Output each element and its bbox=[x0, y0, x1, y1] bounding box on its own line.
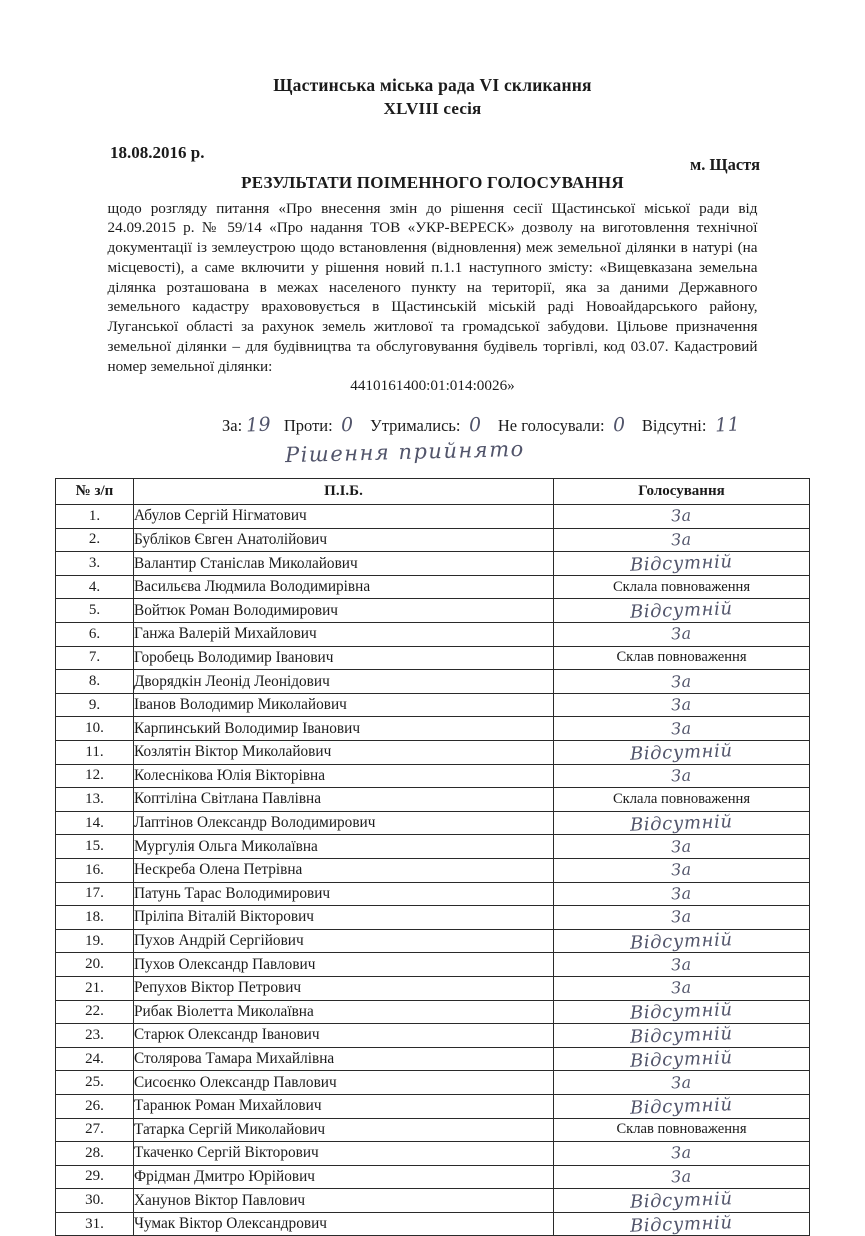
vote-cell bbox=[554, 505, 810, 529]
row-number: 25. bbox=[56, 1071, 134, 1095]
vote-cell bbox=[554, 552, 810, 576]
resolution-note-text: Рішення прийнято bbox=[284, 436, 526, 468]
deputy-name: Пухов Андрій Сергійович bbox=[134, 929, 554, 953]
row-number: 29. bbox=[56, 1165, 134, 1189]
resolution-note bbox=[0, 436, 865, 472]
table-row bbox=[56, 1071, 810, 1095]
vote-cell bbox=[554, 623, 810, 647]
deputy-name: Столярова Тамара Михайлівна bbox=[134, 1047, 554, 1071]
tally-against-value: 0 bbox=[340, 413, 355, 437]
vote-cell bbox=[554, 882, 810, 906]
table-row bbox=[56, 505, 810, 529]
vote-value: Склав повноваження bbox=[616, 649, 747, 666]
table-row bbox=[56, 1047, 810, 1071]
table-row bbox=[56, 693, 810, 717]
table-row bbox=[56, 858, 810, 882]
vote-cell bbox=[554, 929, 810, 953]
vote-value: За bbox=[670, 1072, 693, 1092]
vote-cell bbox=[554, 1094, 810, 1118]
deputy-name: Валантир Станіслав Миколайович bbox=[134, 552, 554, 576]
row-number: 6. bbox=[56, 623, 134, 647]
vote-cell bbox=[554, 528, 810, 552]
table-row bbox=[56, 1142, 810, 1166]
table-row bbox=[56, 1165, 810, 1189]
row-number: 10. bbox=[56, 717, 134, 741]
row-number: 12. bbox=[56, 764, 134, 788]
table-row bbox=[56, 953, 810, 977]
row-number: 28. bbox=[56, 1142, 134, 1166]
vote-value: Відсутній bbox=[629, 740, 734, 765]
vote-value: За bbox=[670, 765, 693, 786]
vote-value: За bbox=[670, 506, 693, 526]
date-place-bar bbox=[0, 142, 865, 174]
row-number: 4. bbox=[56, 575, 134, 599]
row-number: 13. bbox=[56, 788, 134, 812]
table-row bbox=[56, 670, 810, 694]
voting-table bbox=[55, 478, 810, 1236]
tally-abstain-value: 0 bbox=[468, 413, 482, 437]
row-number: 11. bbox=[56, 741, 134, 765]
vote-cell bbox=[554, 1165, 810, 1189]
vote-cell bbox=[554, 906, 810, 930]
row-number: 14. bbox=[56, 811, 134, 835]
row-number: 31. bbox=[56, 1212, 134, 1236]
vote-value: За bbox=[670, 907, 693, 927]
vote-value: Відсутній bbox=[629, 1211, 734, 1236]
deputy-name: Войтюк Роман Володимирович bbox=[134, 599, 554, 623]
vote-cell bbox=[554, 670, 810, 694]
cadastral-number: 4410161400:01:014:0026» bbox=[350, 377, 515, 395]
table-row bbox=[56, 906, 810, 930]
row-number: 17. bbox=[56, 882, 134, 906]
deputy-name: Лаптінов Олександр Володимирович bbox=[134, 811, 554, 835]
deputy-name: Репухов Віктор Петрович bbox=[134, 976, 554, 1000]
vote-value: Відсутній bbox=[629, 999, 734, 1025]
vote-value: Відсутній bbox=[629, 1023, 734, 1048]
table-row bbox=[56, 528, 810, 552]
row-number: 7. bbox=[56, 646, 134, 670]
row-number: 21. bbox=[56, 976, 134, 1000]
deputy-name: Ханунов Віктор Павлович bbox=[134, 1189, 554, 1213]
tally-for-value: 19 bbox=[245, 413, 273, 437]
vote-cell bbox=[554, 976, 810, 1000]
deputy-name: Фрідман Дмитро Юрійович bbox=[134, 1165, 554, 1189]
vote-value: За bbox=[670, 1143, 693, 1163]
vote-cell bbox=[554, 693, 810, 717]
tally-absent-value: 11 bbox=[714, 413, 741, 437]
vote-value: Відсутній bbox=[629, 1046, 734, 1072]
vote-value: Відсутній bbox=[629, 1093, 734, 1119]
vote-value: Відсутній bbox=[629, 810, 734, 836]
row-number: 19. bbox=[56, 929, 134, 953]
vote-value: За bbox=[670, 529, 693, 550]
deputy-name: Татарка Сергій Миколайович bbox=[134, 1118, 554, 1142]
row-number: 15. bbox=[56, 835, 134, 859]
table-row bbox=[56, 1118, 810, 1142]
table-row bbox=[56, 1189, 810, 1213]
deputy-name: Пухов Олександр Павлович bbox=[134, 953, 554, 977]
deputy-name: Сисоєнко Олександр Павлович bbox=[134, 1071, 554, 1095]
row-number: 18. bbox=[56, 906, 134, 930]
vote-cell bbox=[554, 835, 810, 859]
document-header bbox=[0, 74, 865, 121]
tally-notvoted-value: 0 bbox=[612, 413, 626, 437]
results-title: РЕЗУЛЬТАТИ ПОІМЕННОГО ГОЛОСУВАННЯ bbox=[241, 172, 624, 192]
vote-cell bbox=[554, 788, 810, 812]
preamble bbox=[108, 199, 758, 397]
vote-cell bbox=[554, 646, 810, 670]
table-row bbox=[56, 835, 810, 859]
vote-value: Відсутній bbox=[629, 1188, 734, 1213]
vote-value: Відсутній bbox=[629, 928, 734, 954]
deputy-name: Таранюк Роман Михайлович bbox=[134, 1094, 554, 1118]
row-number: 16. bbox=[56, 858, 134, 882]
row-number: 26. bbox=[56, 1094, 134, 1118]
deputy-name: Мургулія Ольга Миколаївна bbox=[134, 835, 554, 859]
deputy-name: Карпинський Володимир Іванович bbox=[134, 717, 554, 741]
vote-cell bbox=[554, 1189, 810, 1213]
tally-abstain-label: Утримались: bbox=[370, 416, 461, 436]
vote-cell bbox=[554, 953, 810, 977]
row-number: 24. bbox=[56, 1047, 134, 1071]
row-number: 22. bbox=[56, 1000, 134, 1024]
deputy-name: Васильєва Людмила Володимирівна bbox=[134, 575, 554, 599]
vote-value: Склала повноваження bbox=[612, 790, 751, 807]
vote-cell bbox=[554, 1000, 810, 1024]
vote-value: За bbox=[670, 1166, 693, 1187]
vote-value: За bbox=[670, 623, 693, 644]
vote-value: За bbox=[670, 718, 693, 739]
vote-cell bbox=[554, 1118, 810, 1142]
vote-cell bbox=[554, 1212, 810, 1236]
table-row bbox=[56, 764, 810, 788]
deputy-name: Патунь Тарас Володимирович bbox=[134, 882, 554, 906]
tally-notvoted-label: Не голосували: bbox=[497, 416, 605, 436]
deputy-name: Нескреба Олена Петрівна bbox=[134, 858, 554, 882]
table-row bbox=[56, 788, 810, 812]
document-place: м. Щастя bbox=[690, 154, 760, 174]
deputy-name: Ткаченко Сергій Вікторович bbox=[134, 1142, 554, 1166]
table-row bbox=[56, 741, 810, 765]
table-row bbox=[56, 599, 810, 623]
table-row bbox=[56, 646, 810, 670]
tally-for-label: За: bbox=[222, 416, 243, 436]
row-number: 9. bbox=[56, 693, 134, 717]
deputy-name: Дворядкін Леонід Леонідович bbox=[134, 670, 554, 694]
row-number: 3. bbox=[56, 552, 134, 576]
row-number: 8. bbox=[56, 670, 134, 694]
table-row bbox=[56, 929, 810, 953]
row-number: 23. bbox=[56, 1024, 134, 1048]
vote-value: Відсутній bbox=[629, 598, 734, 624]
session-number: XLVIII сесія bbox=[383, 98, 482, 118]
row-number: 30. bbox=[56, 1189, 134, 1213]
vote-value: За bbox=[670, 836, 693, 857]
document-date: 18.08.2016 р. bbox=[110, 142, 205, 162]
vote-cell bbox=[554, 717, 810, 741]
row-number: 20. bbox=[56, 953, 134, 977]
vote-cell bbox=[554, 858, 810, 882]
deputy-name: Ганжа Валерій Михайлович bbox=[134, 623, 554, 647]
deputy-name: Абулов Сергій Нігматович bbox=[134, 505, 554, 529]
column-header-num: № з/п bbox=[56, 479, 134, 505]
table-row bbox=[56, 1000, 810, 1024]
deputy-name: Горобець Володимир Іванович bbox=[134, 646, 554, 670]
deputy-name: Коптіліна Світлана Павлівна bbox=[134, 788, 554, 812]
table-row bbox=[56, 882, 810, 906]
table-row bbox=[56, 552, 810, 576]
deputy-name: Колеснікова Юлія Вікторівна bbox=[134, 764, 554, 788]
vote-cell bbox=[554, 1142, 810, 1166]
vote-cell bbox=[554, 599, 810, 623]
deputy-name: Чумак Віктор Олександрович bbox=[134, 1212, 554, 1236]
table-row bbox=[56, 717, 810, 741]
vote-cell bbox=[554, 811, 810, 835]
row-number: 27. bbox=[56, 1118, 134, 1142]
deputy-name: Рибак Віолетта Миколаївна bbox=[134, 1000, 554, 1024]
vote-value: Відсутній bbox=[629, 551, 734, 576]
table-row bbox=[56, 976, 810, 1000]
vote-value: За bbox=[670, 859, 693, 880]
table-row bbox=[56, 1212, 810, 1236]
tally-absent-label: Відсутні: bbox=[641, 416, 707, 436]
tally-against-label: Проти: bbox=[283, 416, 333, 436]
table-row bbox=[56, 623, 810, 647]
table-row bbox=[56, 1024, 810, 1048]
row-number: 5. bbox=[56, 599, 134, 623]
vote-value: За bbox=[670, 883, 693, 904]
vote-value: За bbox=[670, 954, 693, 974]
vote-cell bbox=[554, 741, 810, 765]
deputy-name: Іванов Володимир Миколайович bbox=[134, 693, 554, 717]
column-header-vote: Голосування bbox=[554, 479, 810, 505]
preamble-body: щодо розгляду питання «Про внесення змін до рішення сесії Щастинської міської ради від 24.09.2015 р. № 59/14 «Про надання ТОВ «УКР-ВЕРЕСК» дозволу на виготовлення технічної документації із землеустрою щодо встановлення (відновлення) меж земельної ділянки в натурі (на місцевості), а саме включити у рішення новий п.1.1 наступного змісту: «Вищевказана земельна ділянка розташована в межах населеного пункту на території, яка за даними Державного земельного кадастру врахововується в Щастинській міській раді Новоайдарського району, Луганської області за рахунок земель житлової та громадської забудови. Цільове призначення земельної ділянки – для будівництва та обслуговування будівель торгівлі, код 03.07. Кадастровий номер земельної ділянки: bbox=[107, 199, 758, 375]
vote-value: За bbox=[670, 694, 693, 715]
deputy-name: Старюк Олександр Іванович bbox=[134, 1024, 554, 1048]
council-title: Щастинська міська рада VI скликання bbox=[273, 75, 592, 95]
row-number: 2. bbox=[56, 528, 134, 552]
deputy-name: Козлятін Віктор Миколайович bbox=[134, 741, 554, 765]
vote-cell bbox=[554, 1047, 810, 1071]
deputy-name: Бубліков Євген Анатолійович bbox=[134, 528, 554, 552]
deputy-name: Пріліпа Віталій Вікторович bbox=[134, 906, 554, 930]
table-header-row bbox=[56, 479, 810, 505]
column-header-name: П.І.Б. bbox=[134, 479, 554, 505]
vote-value: За bbox=[670, 977, 693, 998]
vote-value: Склав повноваження bbox=[616, 1121, 747, 1138]
table-row bbox=[56, 575, 810, 599]
row-number: 1. bbox=[56, 505, 134, 529]
vote-cell bbox=[554, 764, 810, 788]
vote-cell bbox=[554, 1024, 810, 1048]
table-row bbox=[56, 811, 810, 835]
vote-cell bbox=[554, 575, 810, 599]
vote-value: За bbox=[670, 671, 693, 691]
vote-value: Склала повноваження bbox=[612, 578, 751, 595]
vote-cell bbox=[554, 1071, 810, 1095]
table-row bbox=[56, 1094, 810, 1118]
